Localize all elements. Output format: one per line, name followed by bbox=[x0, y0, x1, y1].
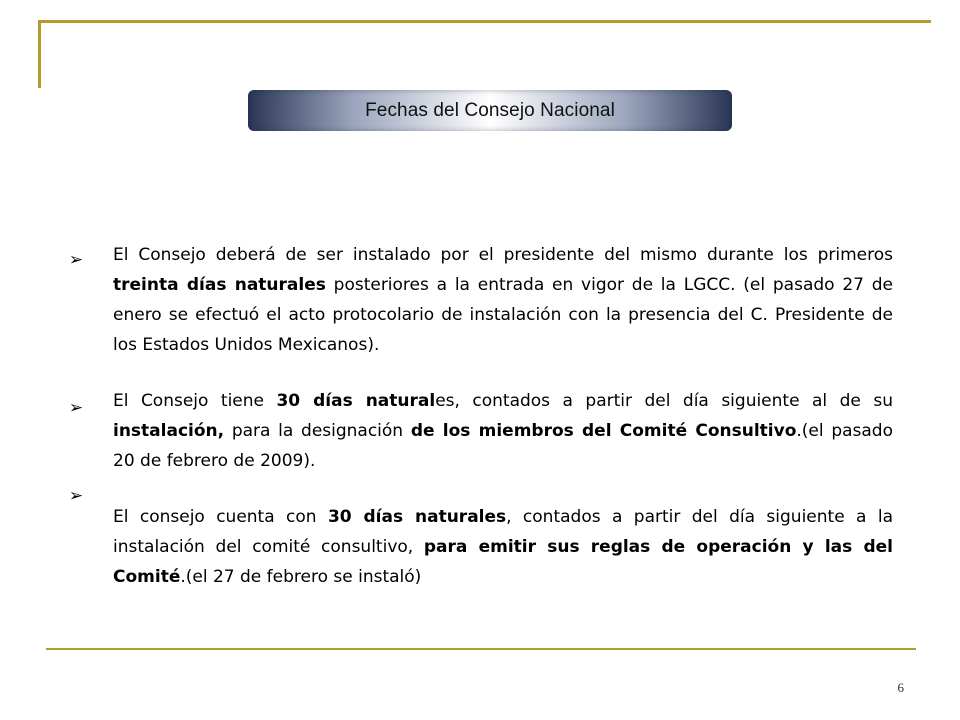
footer-divider bbox=[46, 648, 916, 650]
bullet-text-1: El Consejo deberá de ser instalado por el presidente del mismo durante los primeros treinta días naturales posteriores a la entrada en vigor de la LGCC. (el pasado 27 de enero se efectuó el acto protocolario de instalación con la presencia del C. Presidente de los Estados Unidos Mexicanos). bbox=[113, 245, 893, 355]
page-number: 6 bbox=[897, 680, 904, 695]
slide-title: Fechas del Consejo Nacional bbox=[365, 99, 615, 121]
bullet-text-2: El Consejo tiene 30 días naturales, contados a partir del día siguiente al de su instalación, para la designación de los miembros del Comité Consultivo.(el pasado 20 de febrero de 2009). bbox=[113, 391, 893, 471]
arrowhead-bullet-icon: ➢ bbox=[68, 250, 84, 270]
arrowhead-bullet-icon: ➢ bbox=[68, 398, 84, 418]
title-banner bbox=[248, 90, 732, 131]
frame-horizontal-line bbox=[38, 20, 931, 23]
arrowhead-bullet-icon: ➢ bbox=[68, 486, 84, 506]
bullet-text-3: El consejo cuenta con 30 días naturales, contados a partir del día siguiente a la instalación del comité consultivo, para emitir sus reglas de operación y las del Comité.(el 27 de febrero se instaló) bbox=[113, 507, 893, 587]
frame-vertical-line bbox=[38, 20, 41, 88]
